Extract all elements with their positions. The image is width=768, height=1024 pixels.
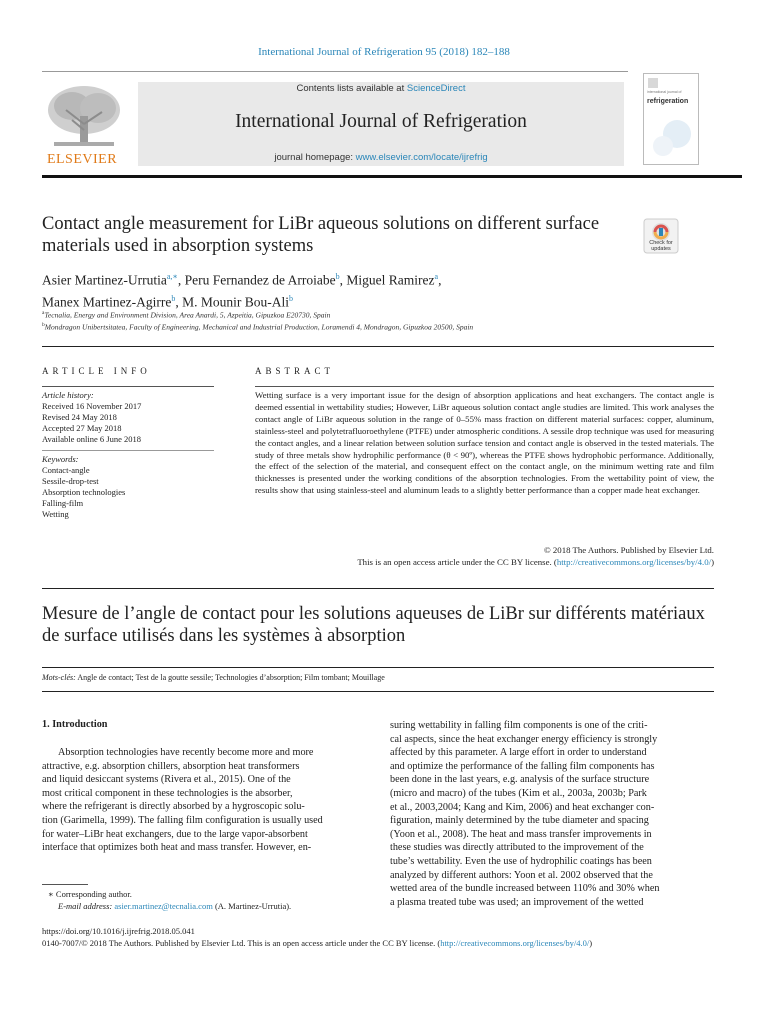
email-link[interactable]: asier.martinez@tecnalia.com <box>114 901 213 911</box>
abstract-end-rule <box>42 588 714 589</box>
author-name[interactable]: Manex Martinez-Agirre <box>42 294 172 309</box>
cover-art-icon <box>647 112 697 162</box>
author-separator: , <box>175 294 183 309</box>
article-title: Contact angle measurement for LiBr aqueous solutions on different surface materials used in absorption systems <box>42 214 600 256</box>
intro-line: et al., 2003,2004; Kang and Kim, 2006) and heat exchanger con- <box>390 801 655 813</box>
author-name[interactable]: Peru Fernandez de Arroiabe <box>184 272 336 288</box>
intro-line: analyzed by different authors: Yoon et al. 2002 observed that the <box>390 869 653 881</box>
history-received: Received 16 November 2017 <box>42 401 142 411</box>
author-separator: , <box>339 272 347 288</box>
license-link[interactable]: http://creativecommons.org/licenses/by/4.0/ <box>556 557 712 567</box>
header-rule-bottom <box>42 175 742 178</box>
abstract-copyright: © 2018 The Authors. Published by Elsevier Ltd. <box>544 545 714 555</box>
article-info-heading: ARTICLE INFO <box>42 366 151 376</box>
intro-line: and liquid desiccant systems (Rivera et al., 2015). One of the <box>42 774 291 786</box>
license-suffix: ) <box>711 557 714 567</box>
author-name[interactable]: Asier Martinez-Urrutia <box>42 272 167 288</box>
history-revised: Revised 24 May 2018 <box>42 412 117 422</box>
author-name[interactable]: Miguel Ramirez <box>346 272 435 288</box>
author-separator: , <box>438 272 442 288</box>
author-sup[interactable]: a,∗ <box>166 272 178 281</box>
author-separator: , <box>177 272 185 288</box>
mots-cles-label: Mots-clés: <box>42 673 76 682</box>
journal-citation[interactable]: International Journal of Refrigeration 95 (2018) 182–188 <box>258 46 510 58</box>
elsevier-wordmark: ELSEVIER <box>46 152 118 167</box>
affiliation-text: Tecnalia, Energy and Environment Division, Area Anardi, 5, Azpeitia, Gipuzkoa E20730, Spain <box>44 310 331 320</box>
intro-line: cal aspects, since the heat exchanger energy efficiency is strongly <box>390 733 658 745</box>
doi-link[interactable]: https://doi.org/10.1016/j.ijrefrig.2018.05.041 <box>42 926 195 936</box>
history-online: Available online 6 June 2018 <box>42 434 141 444</box>
abstract-rule <box>255 386 714 387</box>
affiliation-sup: a <box>42 310 45 316</box>
intro-line: most critical component in these technologies is the absorber, <box>42 787 293 799</box>
intro-line: and optimize the performance of the falling film components has <box>390 760 655 772</box>
intro-line: wetted area of the bundle increased between 110% and 30% when <box>390 883 660 895</box>
contents-prefix: Contents lists available at <box>296 83 407 94</box>
email-note <box>58 901 291 911</box>
french-title-rule <box>42 667 714 668</box>
keyword-item: Absorption technologies <box>42 487 126 497</box>
intro-right-column <box>390 719 714 909</box>
mots-cles <box>42 673 722 682</box>
check-for-updates-label: Check for updates <box>649 240 673 252</box>
intro-line: suring wettability in falling film components is one of the criti- <box>390 720 648 731</box>
intro-line: interface that optimizes both heat and mass transfer. However, en- <box>42 842 312 854</box>
sciencedirect-link[interactable]: ScienceDirect <box>406 83 466 94</box>
affiliation <box>42 322 473 332</box>
keyword-item: Falling-film <box>42 498 84 508</box>
intro-line: Absorption technologies have recently become more and more <box>58 747 314 758</box>
homepage-line <box>138 152 624 163</box>
affiliation-sup: b <box>42 322 45 328</box>
affiliation-text: Mondragon Unibertsitatea, Faculty of Engineering, Mechanical and Industrial Production, Loramendi 4, Mondragon, Gipuzkoa 20500, Spain <box>44 322 474 332</box>
front-matter-rule <box>42 346 714 347</box>
author-sup[interactable]: b <box>171 293 176 303</box>
intro-line: (micro and macro) of the tubes (Kim et al., 2003a, 2003b; Park <box>390 787 647 799</box>
cover-title: refrigeration <box>647 98 689 105</box>
keyword-item: Wetting <box>42 509 69 519</box>
issn-prefix: 0140-7007/© 2018 The Authors. Published by Elsevier Ltd. This is an open access article under the CC BY license. ( <box>42 938 441 948</box>
affiliation <box>42 310 330 320</box>
article-info-rule <box>42 386 214 387</box>
homepage-link[interactable]: www.elsevier.com/locate/ijrefrig <box>355 152 488 163</box>
author-sup[interactable]: b <box>335 272 340 281</box>
intro-line: attractive, e.g. absorption chillers, absorption heat transformers <box>42 760 300 772</box>
mots-cles-text: Angle de contact; Test de la goutte sessile; Technologies d’absorption; Film tombant; Mouillage <box>75 673 385 682</box>
author-name[interactable]: M. Mounir Bou-Ali <box>182 294 289 309</box>
intro-line: tion (Garimella, 1999). The falling film configuration is usually used <box>42 814 323 826</box>
homepage-prefix: journal homepage: <box>274 152 356 163</box>
abstract-heading: ABSTRACT <box>255 366 335 376</box>
contents-line <box>138 83 624 94</box>
author-sup[interactable]: a <box>434 272 439 281</box>
email-label: E-mail address: <box>58 901 115 911</box>
keyword-item: Sessile-drop-test <box>42 476 99 486</box>
cover-graphic-icon <box>647 77 659 89</box>
history-label: Article history: <box>42 390 94 400</box>
issn-suffix: ) <box>589 938 593 948</box>
introduction-heading: 1. Introduction <box>42 719 108 730</box>
issn-license-link[interactable]: http://creativecommons.org/licenses/by/4.0/ <box>440 938 590 948</box>
intro-line: (Yoon et al., 2008). The heat and mass transfer improvements in <box>390 828 652 840</box>
intro-line: tube’s wettability. Even the use of hydrophilic coatings has been <box>390 855 652 867</box>
issn-line <box>42 938 592 948</box>
intro-line: where the refrigerant is directly absorbed by a hygroscopic solu- <box>42 801 305 813</box>
keywords-rule <box>42 450 214 451</box>
intro-left-column <box>42 746 365 855</box>
french-title: Mesure de l’angle de contact pour les solutions aqueuses de LiBr sur différents matériaux de surface utilisés dans les systèmes à absorption <box>42 604 705 646</box>
header-rule-top <box>42 71 628 72</box>
journal-name: International Journal of Refrigeration <box>235 111 527 132</box>
intro-line: these studies was directly attributed to the improvement of the <box>390 842 644 854</box>
keywords-label: Keywords: <box>42 454 79 464</box>
author-list <box>42 268 642 311</box>
abstract-text: Wetting surface is a very important issue for the design of absorption applications and heat exchangers. The contact angle is deemed essential in wettability studies; However, LiBr aqueous solution contact angle studies are limited. This work analyses the contact angle of LiBr aqueous solution in the range of 0–55% mass fraction on different material surfaces: copper, aluminum, stainless-steel and polytetrafluoroethylene (PTFE) under atmospheric conditions. A sessile drop technique was used for measuring the contact angles, and a linear relation between solution surface tension and contact angle is observed in the tested materials. The study of three metals show hydrophilic performance (θ < 90º), whereas the PTFE shows hydrophobic performance. Additionally, the effect of the selection of the material, and consequent effect on the contact angle, on the minimum wetting rate and film thicknesses is presented under the working conditions of the absorption technologies. From the wettability point of view, the results show that using stainless-steel and aluminum leads to a slightly better performance than a copper made heat exchanger. <box>255 390 714 496</box>
intro-line: figuration, mainly determined by the tube diameter and spacing <box>390 815 649 827</box>
abstract-license <box>255 557 714 567</box>
mots-cles-rule <box>42 691 714 692</box>
cover-subtitle: international journal of <box>647 90 682 94</box>
history-accepted: Accepted 27 May 2018 <box>42 423 122 433</box>
footnote-rule <box>42 884 88 885</box>
intro-line: a plasma treated tube was used; an improvement of the wetted <box>390 896 644 908</box>
keyword-item: Contact-angle <box>42 465 90 475</box>
corresponding-author-note: ∗ Corresponding author. <box>48 889 132 899</box>
email-suffix: (A. Martinez-Urrutia). <box>212 901 292 911</box>
author-sup[interactable]: b <box>288 293 293 303</box>
intro-line: been done in the last years, e.g. analysis of the surface structure <box>390 774 650 786</box>
intro-line: affected by this parameter. A large effort in order to understand <box>390 747 647 759</box>
license-prefix: This is an open access article under the CC BY license. ( <box>357 557 557 567</box>
intro-line: for water–LiBr heat exchangers, due to the large vapor-absorbent <box>42 828 308 840</box>
